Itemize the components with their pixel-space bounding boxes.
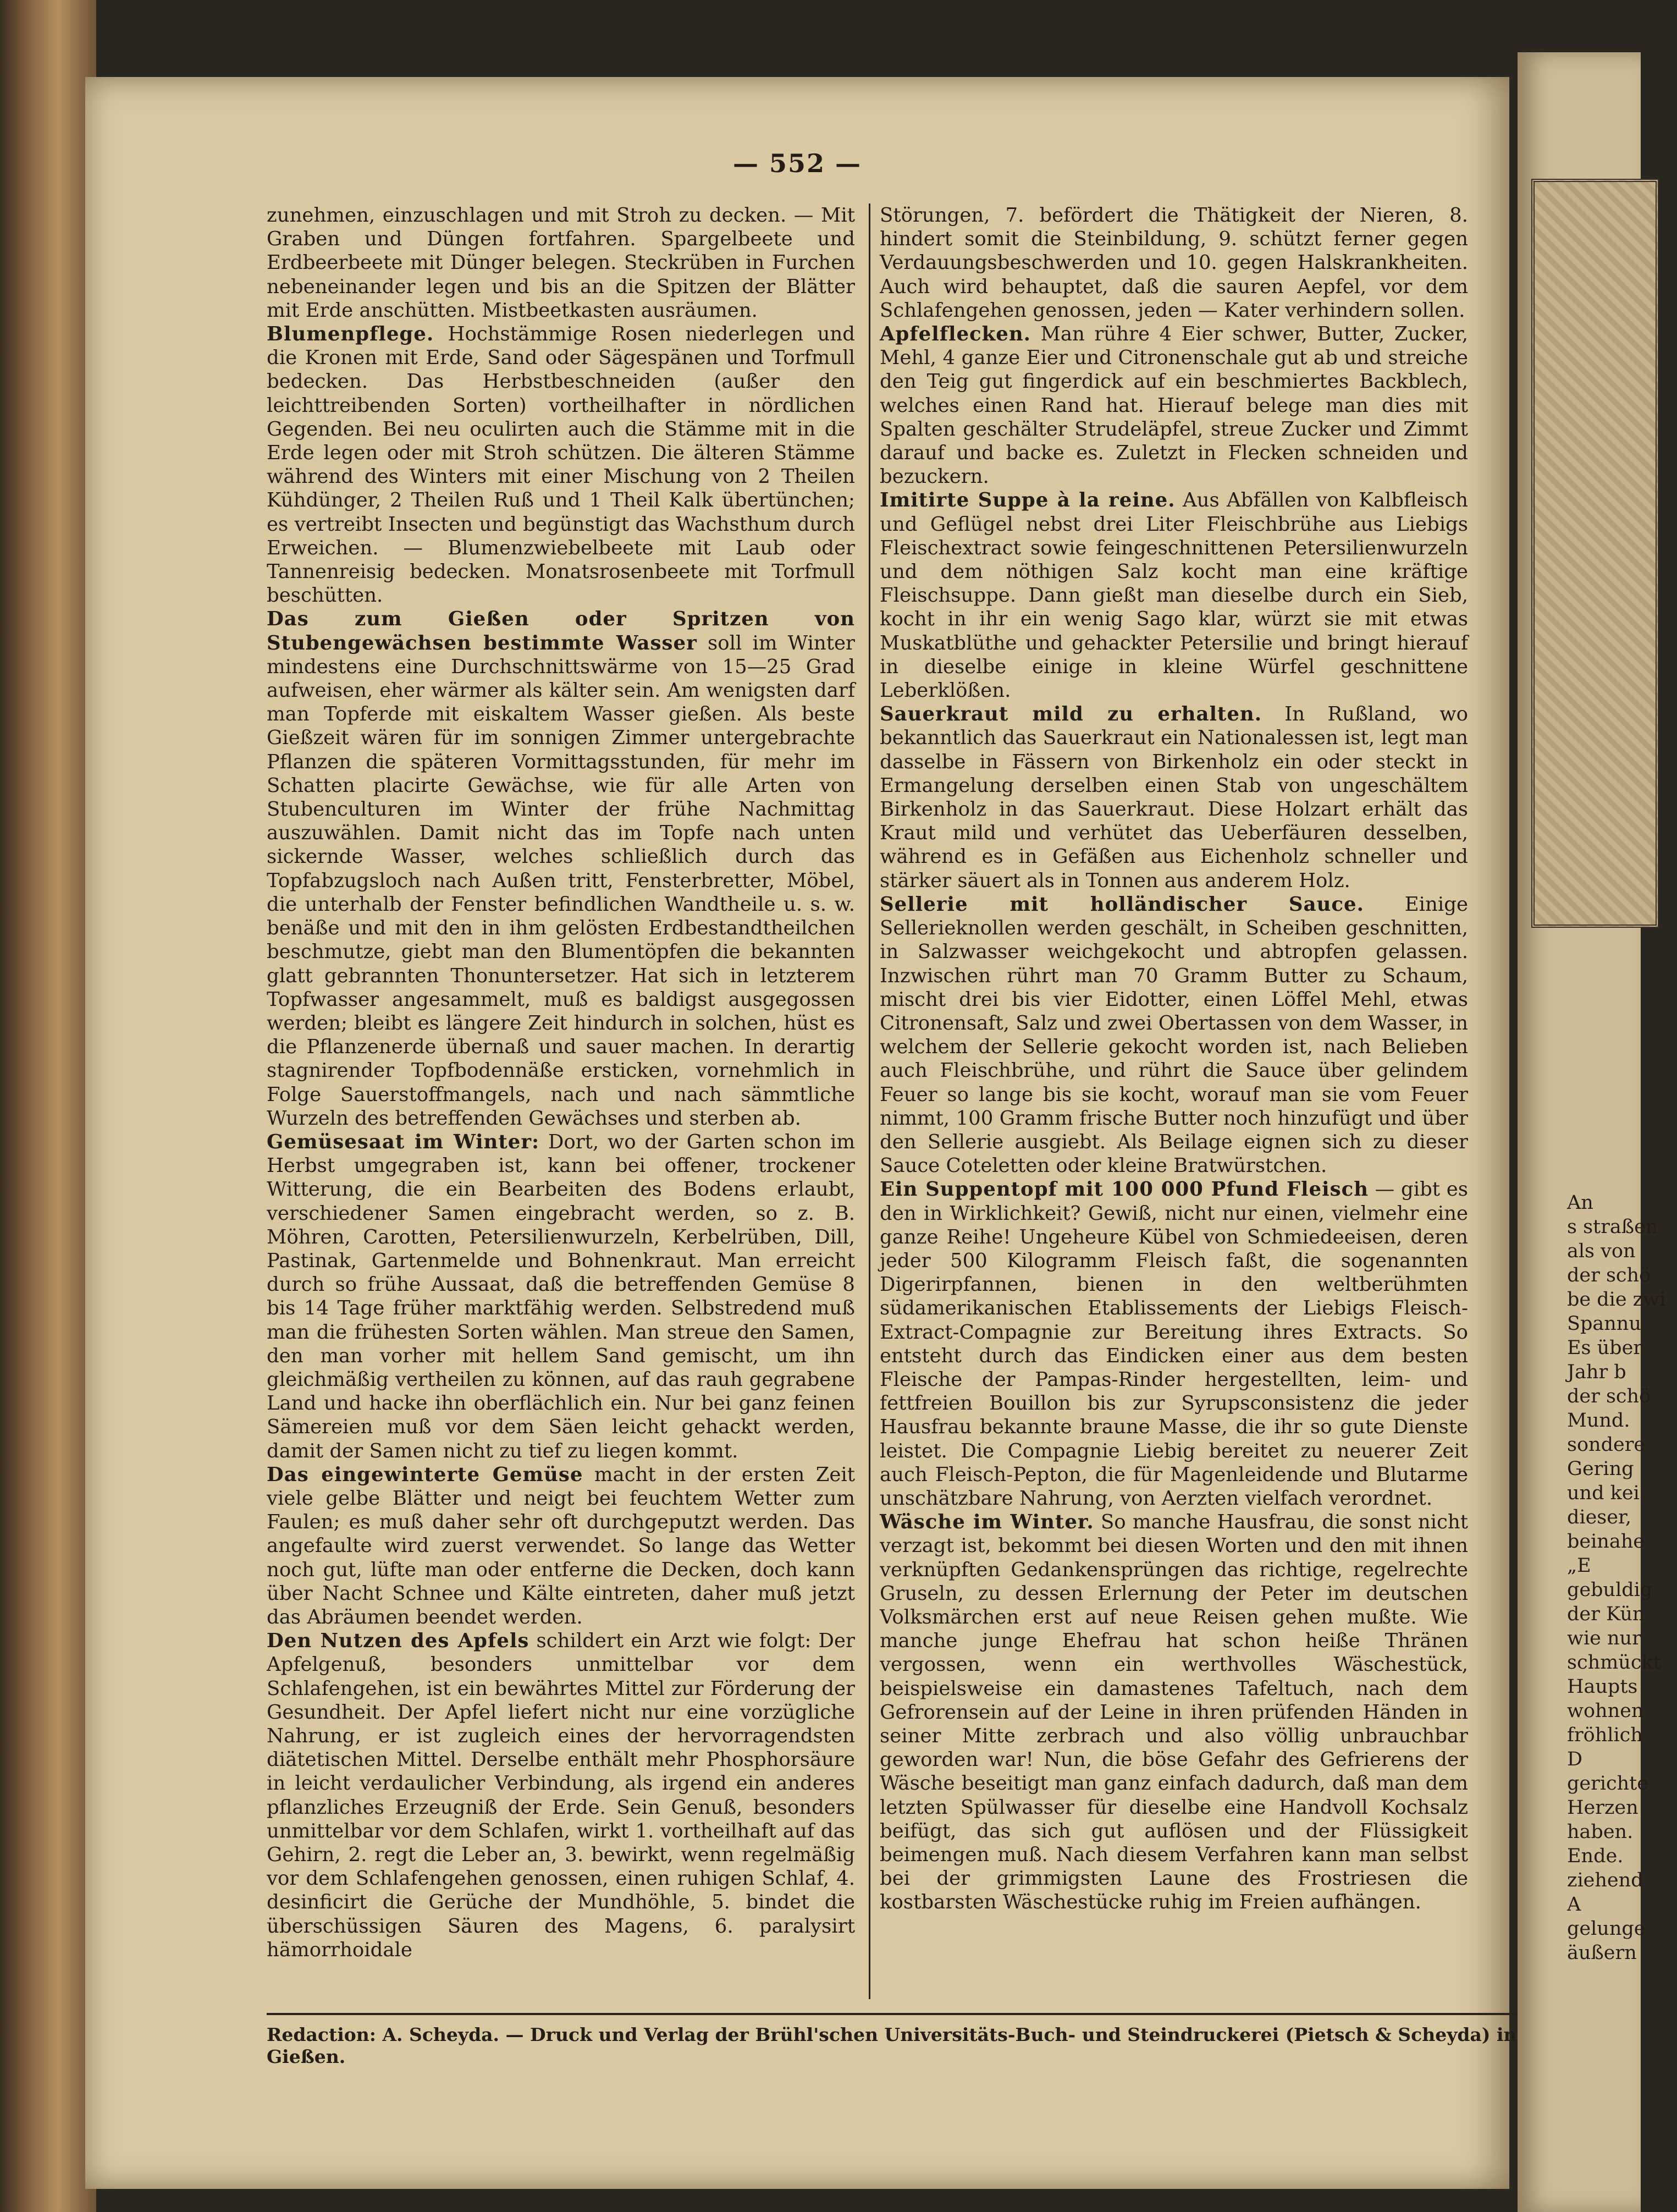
left-column xyxy=(267,203,855,1962)
article-paragraph xyxy=(267,322,855,607)
article-heading: Das eingewinterte Gemüse xyxy=(267,1463,583,1486)
article-paragraph xyxy=(880,203,1468,322)
article-text: So manche Hausfrau, die sonst nicht verzagt ist, bekommt bei diesen Worten und den mit ihnen verknüpften Gedankensprüngen das richtige, regelrechte Gruseln, zu dessen Erlernung der Peter im deutschen Volksmärchen erst auf neue Reisen gehen mußte. Wie manche junge Ehefrau hat schon heiße Thränen vergossen, wenn ein werthvolles Wäschestück, beispielsweise ein damastenes Tafeltuch, nach dem Gefrorensein auf der Leine in ihren prüfenden Händen in seiner Mitte zerbrach und also völlig unbrauchbar geworden war! Nun, die böse Gefahr des Gefrierens der Wäsche beseitigt man ganz einfach dadurch, daß man dem letzten Spülwasser für dieselbe eine Handvoll Kochsalz beifügt, das sich gut auflösen und der Flüssigkeit beimengen muß. Nach diesem Verfahren kann man selbst bei der grimmigsten Laune des Frostriesen die kostbarsten Wäschestücke ruhig im Freien aufhängen. xyxy=(880,1511,1468,1914)
article-paragraph xyxy=(880,322,1468,488)
article-heading: Das zum Gießen oder Spritzen von Stubengewächsen bestimmte Wasser xyxy=(267,608,855,654)
article-heading: Gemüsesaat im Winter: xyxy=(267,1130,540,1153)
article-text: schildert ein Arzt wie folgt: Der Apfelgenuß, besonders unmittelbar vor dem Schlafengehen, ist ein bewährtes Mittel zur Förderung der Gesundheit. Der Apfel liefert nicht nur eine vorzügliche Nahrung, er ist zugleich eines der hervorragendsten diätetischen Mittel. Derselbe enthält mehr Phosphorsäure in leicht verdaulicher Verbindung, als irgend ein anderes pflanzliches Erzeugniß der Erde. Sein Genuß, besonders unmittelbar vor dem Schlafen, wirkt 1. vortheilhaft auf das Gehirn, 2. regt die Leber an, 3. bewirkt, wenn regelmäßig vor dem Schlafengehen genossen, einen ruhigen Schlaf, 4. desinficirt die Gerüche der Mundhöhle, 5. bindet die überschüssigen Säuren des Magens, 6. paralysirt hämorrhoidale xyxy=(267,1630,855,1961)
article-paragraph xyxy=(267,1130,855,1463)
adjacent-page xyxy=(1518,52,1666,2212)
page-number: — 552 — xyxy=(732,148,862,178)
article-heading: Sellerie mit holländischer Sauce. xyxy=(880,893,1364,916)
article-heading: Den Nutzen des Apfels xyxy=(267,1630,529,1653)
article-text: Hochstämmige Rosen niederlegen und die Kronen mit Erde, Sand oder Sägespänen und Torfmull bedecken. Das Herbstbeschneiden (außer den leichttreibenden Sorten) vortheilhafter in nördlichen Gegenden. Bei neu oculirten auch die Stämme mit in die Erde legen oder mit Stroh schützen. Die älteren Stämme während des Winters mit einer Mischung von 2 Theilen Kühdünger, 2 Theilen Ruß und 1 Theil Kalk übertünchen; es vertreibt Insecten und begünstigt das Wachsthum durch Erweichen. — Blumenzwiebelbeete mit Laub oder Tannenreisig bedecken. Monatsrosenbeete mit Torfmull beschütten. xyxy=(267,323,855,607)
article-text: Dort, wo der Garten schon im Herbst umgegraben ist, kann bei offener, trockener Witterung, die ein Bearbeiten des Bodens erlaubt, verschiedener Samen eingebracht werden, so z. B. Möhren, Carotten, Petersilienwurzeln, Kerbelrüben, Dill, Pastinak, Gartenmelde und Bohnenkraut. Man erreicht durch so frühe Aussaat, daß die betreffenden Gemüse 8 bis 14 Tage früher marktfähig werden. Selbstredend muß man die frühesten Sorten wählen. Man streue den Samen, den man vorher mit hellem Sand gemischt, um ihn gleichmäßig vertheilen zu können, auf das rauh gegrabene Land und hacke ihn oberflächlich ein. Nur bei ganz feinen Sämereien muß vor dem Säen leicht gehackt werden, damit der Samen nicht zu tief zu liegen kommt. xyxy=(267,1130,855,1462)
ornament-border xyxy=(1531,179,1659,928)
article-text: In Rußland, wo bekanntlich das Sauerkraut ein Nationalessen ist, legt man dasselbe in Fässern von Birkenholz ein oder steckt in Ermangelung derselben einen Stab von ungeschältem Birkenholz in das Sauerkraut. Diese Holzart erhält das Kraut mild und verhütet das Ueberfäuren desselben, während es in Gefäßen aus Eichenholz schneller und stärker säuert als in Tonnen aus anderem Holz. xyxy=(880,703,1468,892)
article-text: — gibt es den in Wirklichkeit? Gewiß, nicht nur einen, vielmehr eine ganze Reihe! Ungeheure Kübel von Schmiedeeisen, deren jeder 500 Kilogramm Fleisch faßt, die sogenannten Digerirpfannen, bienen in den weltberühmten südamerikanischen Etablissements der Liebigs Fleisch-Extract-Compagnie zur Bereitung ihres Extracts. So entsteht durch das Eindicken einer aus dem besten Fleische der Pampas-Rinder hergestellten, leim- und fettfreien Bouillon bis zur Syrupsconsistenz die jeder Hausfrau bekannte braune Masse, die ihr so gute Dienste leistet. Die Compagnie Liebig bereitet zu neuerer Zeit auch Fleisch-Pepton, die für Magenleidende und Blutarme unschätzbare Nahrung, von Aerzten vielfach verordnet. xyxy=(880,1178,1469,1510)
article-paragraph xyxy=(880,488,1468,702)
article-paragraph xyxy=(267,1463,855,1629)
article-paragraph xyxy=(880,893,1468,1177)
article-paragraph xyxy=(267,203,855,322)
imprint-footer: Redaction: A. Scheyda. — Druck und Verlag der Brühl'schen Universitäts-Buch- und Steindruckerei (Pietsch & Scheyda) in Gießen. xyxy=(267,2024,1517,2067)
article-paragraph xyxy=(267,1629,855,1962)
article-text: Einige Sellerieknollen werden geschält, in Scheiben geschnitten, in Salzwasser weichgekocht und abtropfen gelassen. Inzwischen rührt man 70 Gramm Butter zu Schaum, mischt drei bis vier Eidotter, einen Löffel Mehl, etwas Citronensaft, Salz und zwei Obertassen von dem Wasser, in welchem der Sellerie gekocht worden ist, nach Belieben auch Fleischbrühe, und rührt die Sauce über gelindem Feuer so lange bis sie kocht, worauf man sie vom Feuer nimmt, 100 Gramm frische Butter noch hinzufügt und über den Sellerie ausgiebt. Als Beilage eignen sich zu dieser Sauce Coteletten oder kleine Bratwürstchen. xyxy=(880,893,1468,1177)
article-heading: Sauerkraut mild zu erhalten. xyxy=(880,703,1262,726)
right-column xyxy=(880,203,1468,1914)
article-heading: Apfelflecken. xyxy=(880,323,1031,346)
article-heading: Blumenpflege. xyxy=(267,323,434,346)
article-paragraph xyxy=(880,1510,1468,1914)
article-heading: Imitirte Suppe à la reine. xyxy=(880,489,1176,512)
article-text: soll im Winter mindestens eine Durchschnittswärme von 15—25 Grad aufweisen, eher wärmer als kälter sein. Am wenigsten darf man Topferde mit eiskaltem Wasser gießen. Als beste Gießzeit wären für im sonnigen Zimmer untergebrachte Pflanzen die späteren Vormittagsstunden, für mehr im Schatten placirte Gewächse, wie für alle Arten von Stubenculturen im Winter der frühe Nachmittag auszuwählen. Damit nicht das im Topfe nach unten sickernde Wasser, welches schließlich durch das Topfabzugsloch nach Außen tritt, Fensterbretter, Möbel, die unterhalb der Fenster befindlichen Wandtheile u. s. w. benäße und mit den in ihm gelösten Erdbestandtheilchen beschmutze, giebt man den Blumentöpfen die bekannten glatt gebrannten Thonuntersetzer. Hat sich in letzterem Topfwasser angesammelt, muß es baldigst ausgegossen werden; bleibt es längere Zeit hindurch in solchen, hüst es die Pflanzenerde übernaß und sauer machen. In derartig stagnirender Topfbodennäße ersticken, vornehmlich in Folge Sauerstoffmangels, nach und nach sämmtliche Wurzeln des betreffenden Gewächses und sterben ab. xyxy=(267,631,855,1130)
article-text: Störungen, 7. befördert die Thätigkeit der Nieren, 8. hindert somit die Steinbildung, 9. schützt ferner gegen Verdauungsbeschwerden und 10. gegen Halskrankheiten. Auch wird behauptet, daß die sauren Aepfel, vor dem Schlafengehen genossen, jeden — Kater verhindern sollen. xyxy=(880,204,1468,322)
book-spine xyxy=(0,0,96,2212)
footer-rule xyxy=(267,2013,1520,2015)
article-heading: Wäsche im Winter. xyxy=(880,1511,1094,1534)
article-paragraph xyxy=(880,702,1468,893)
article-paragraph xyxy=(880,1177,1468,1510)
column-divider xyxy=(869,203,870,1999)
book-page xyxy=(85,77,1517,2189)
article-text: Man rühre 4 Eier schwer, Butter, Zucker, Mehl, 4 ganze Eier und Citronenschale gut ab und streiche den Teig gut fingerdick auf ein beschmiertes Backblech, welches einen Rand hat. Hierauf belege man dies mit Spalten geschälter Strudeläpfel, streue Zucker und Zimmt darauf und backe es. Zuletzt in Flecken schneiden und bezuckern. xyxy=(880,323,1468,488)
article-paragraph xyxy=(267,607,855,1130)
article-heading: Ein Suppentopf mit 100 000 Pfund Fleisch xyxy=(880,1178,1369,1201)
adjacent-page-text: An s straßen als von der schö be die zwi Spannu Es über Jahr b der schö Mund. sondere Gering und kei dieser, beinahe „E gebuldig der Kün wie nur schmückt Haupts wohnen fröhlich D gerichte Herzen haben. Ende. ziehend A gelunge äußern xyxy=(1567,1192,1666,1964)
article-text: Aus Abfällen von Kalbfleisch und Geflügel nebst drei Liter Fleischbrühe aus Liebigs Fleischextract sowie feingeschnittenen Petersilienwurzeln und dem nöthigen Salz kocht man eine kräftige Fleischsuppe. Dann gießt man dieselbe durch ein Sieb, kocht in ihr ein wenig Sago klar, würzt sie mit etwas Muskatblüthe und gehackter Petersilie und bringt hierauf in dieselbe einige in kleine Würfel geschnittene Leberklößen. xyxy=(880,489,1468,702)
article-text: zunehmen, einzuschlagen und mit Stroh zu decken. — Mit Graben und Düngen fortfahren. Spargelbeete und Erdbeerbeete mit Dünger belegen. Steckrüben in Furchen nebeneinander legen und bis an die Spitzen der Blätter mit Erde anschütten. Mistbeetkasten ausräumen. xyxy=(267,204,855,322)
article-text: macht in der ersten Zeit viele gelbe Blätter und neigt bei feuchtem Wetter zum Faulen; es muß daher sehr oft durchgeputzt werden. Das angefaulte wird zuerst verwendet. So lange das Wetter noch gut, lüfte man oder entferne die Decken, doch kann über Nacht Schnee und Kälte eintreten, daher muß jetzt das Abräumen beendet werden. xyxy=(267,1463,855,1628)
